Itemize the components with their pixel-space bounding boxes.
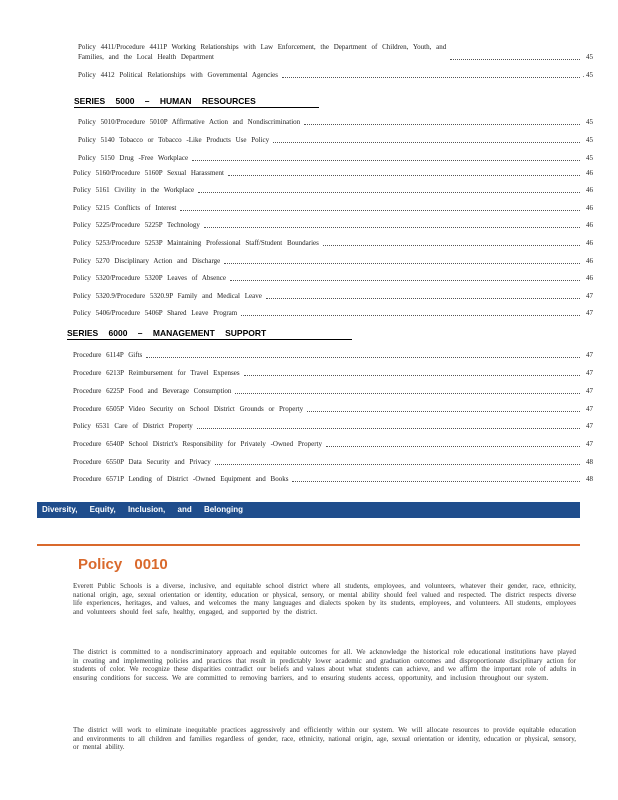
toc-entry-title: Procedure 6213P Reimbursement for Travel Expenses — [73, 369, 240, 377]
toc-entry-title: Policy 5160/Procedure 5160P Sexual Harassment — [73, 169, 224, 177]
body-paragraph: Everett Public Schools is a diverse, inclusive, and equitable school district where all students, employees, and volunteers, whatever their gender, race, ethnicity, national origin, age, sexual orientation or identity, education or physical, sensory, or mental ability should feel valued and respected. The district respects diverse life experiences, heritages, and values, and welcomes the many languages and dialects spoken by its students, employees, and volunteers. All students, employees and volunteers should feel safe, healthy, engaged, and supported by the district. — [73, 582, 576, 616]
toc-page: 46 — [586, 169, 593, 177]
toc-page: 45 — [586, 53, 593, 61]
toc-entry[interactable] — [78, 118, 593, 127]
toc-entry-title: Policy 5150 Drug -Free Workplace — [78, 154, 189, 162]
toc-entry[interactable] — [73, 475, 593, 484]
toc-leader — [307, 410, 580, 412]
toc-entry-title: Policy 5270 Disciplinary Action and Discharge — [73, 257, 221, 265]
toc-leader — [180, 209, 580, 211]
toc-entry[interactable] — [73, 186, 593, 195]
toc-page: . 45 — [582, 71, 593, 79]
toc-leader — [204, 226, 580, 228]
toc-entry-title: Policy 5406/Procedure 5406P Shared Leave Program — [73, 309, 238, 317]
toc-page: 48 — [586, 458, 593, 466]
toc-entry[interactable] — [73, 292, 593, 301]
toc-entry[interactable] — [73, 405, 593, 414]
toc-entry[interactable] — [73, 369, 593, 378]
toc-page: 45 — [586, 154, 593, 162]
toc-leader — [244, 374, 580, 376]
toc-entry-title: Procedure 6114P Gifts — [73, 351, 143, 359]
toc-page: 46 — [586, 274, 593, 282]
section-divider — [37, 544, 580, 546]
toc-page: 47 — [586, 440, 593, 448]
toc-entry[interactable] — [73, 309, 593, 318]
toc-entry-title: Policy 5010/Procedure 5010P Affirmative Action and Nondiscrimination — [78, 118, 301, 126]
toc-leader — [215, 463, 580, 465]
series-heading: SERIES 6000 – MANAGEMENT SUPPORT — [67, 328, 352, 340]
toc-entry-title: Procedure 6571P Lending of District -Owned Equipment and Books — [73, 475, 289, 483]
toc-leader — [450, 58, 580, 60]
toc-leader — [292, 480, 580, 482]
toc-entry-title: Policy 4412 Political Relationships with Governmental Agencies — [78, 71, 278, 79]
toc-leader — [192, 159, 580, 161]
toc-entry[interactable] — [73, 257, 593, 266]
toc-entry-title: Policy 5253/Procedure 5253P Maintaining Professional Staff/Student Boundaries — [73, 239, 319, 247]
toc-entry[interactable] — [78, 154, 593, 163]
toc-entry[interactable] — [73, 458, 593, 467]
toc-entry-title: Procedure 6550P Data Security and Privacy — [73, 458, 211, 466]
policy-title: Policy 0010 — [78, 556, 168, 573]
toc-leader — [241, 314, 580, 316]
toc-entry[interactable] — [78, 42, 593, 62]
toc-leader — [198, 191, 580, 193]
toc-entry-title: Policy 6531 Care of District Property — [73, 422, 193, 430]
body-paragraph: The district will work to eliminate inequitable practices aggressively and efficiently within our system. We will allocate resources to provide equitable education and environments to all children and families regardless of gender, race, ethnicity, national origin, age, sexual orientation or identity, education or physical, sensory, or mental ability. — [73, 726, 576, 752]
toc-entry-title: Procedure 6225P Food and Beverage Consumption — [73, 387, 232, 395]
toc-page: 45 — [586, 118, 593, 126]
toc-entry[interactable] — [73, 422, 593, 431]
toc-entry-title: Policy 5161 Civility in the Workplace — [73, 186, 195, 194]
toc-page: 46 — [586, 186, 593, 194]
section-band: Diversity, Equity, Inclusion, and Belonging — [37, 502, 580, 518]
toc-entry[interactable] — [73, 239, 593, 248]
toc-entry[interactable] — [73, 274, 593, 283]
toc-page: 48 — [586, 475, 593, 483]
toc-entry[interactable] — [73, 221, 593, 230]
toc-page: 47 — [586, 369, 593, 377]
toc-entry[interactable] — [73, 351, 593, 360]
toc-entry-title: Policy 5140 Tobacco or Tobacco -Like Products Use Policy — [78, 136, 270, 144]
toc-leader — [326, 445, 580, 447]
toc-leader — [304, 123, 580, 125]
toc-page: 47 — [586, 351, 593, 359]
toc-entry-title: Procedure 6505P Video Security on School District Grounds or Property — [73, 405, 304, 413]
toc-leader — [273, 141, 580, 143]
toc-entry-title: Policy 5225/Procedure 5225P Technology — [73, 221, 200, 229]
toc-page: 47 — [586, 292, 593, 300]
toc-entry-title: Policy 4411/Procedure 4411P Working Relationships with Law Enforcement, the Department of Children, Youth, and Families, and the Local Health Department — [78, 43, 447, 61]
toc-entry-title: Procedure 6540P School District's Responsibility for Privately -Owned Property — [73, 440, 322, 448]
toc-entry[interactable] — [73, 440, 593, 449]
toc-leader — [266, 297, 580, 299]
toc-leader — [230, 279, 580, 281]
toc-entry[interactable] — [78, 136, 593, 145]
toc-leader — [282, 76, 580, 78]
toc-entry-title: Policy 5320/Procedure 5320P Leaves of Absence — [73, 274, 226, 282]
toc-leader — [146, 356, 580, 358]
toc-page: 47 — [586, 309, 593, 317]
toc-page: 45 — [586, 136, 593, 144]
series-heading: SERIES 5000 – HUMAN RESOURCES — [74, 96, 319, 108]
toc-entry-title: Policy 5215 Conflicts of Interest — [73, 204, 177, 212]
toc-entry[interactable] — [78, 71, 593, 80]
toc-entry[interactable] — [73, 387, 593, 396]
toc-leader — [228, 174, 580, 176]
toc-leader — [197, 427, 580, 429]
toc-leader — [235, 392, 580, 394]
toc-entry-title: Policy 5320.9/Procedure 5320.9P Family and Medical Leave — [73, 292, 262, 300]
toc-page: 46 — [586, 221, 593, 229]
toc-entry[interactable] — [73, 204, 593, 213]
toc-page: 46 — [586, 204, 593, 212]
toc-leader — [323, 244, 580, 246]
toc-page: 46 — [586, 257, 593, 265]
toc-page: 46 — [586, 239, 593, 247]
toc-leader — [224, 262, 580, 264]
toc-page: 47 — [586, 422, 593, 430]
toc-entry[interactable] — [73, 169, 593, 178]
toc-page: 47 — [586, 405, 593, 413]
body-paragraph: The district is committed to a nondiscriminatory approach and equitable outcomes for all. We acknowledge the historical role educational institutions have played in creating and implementing policies and practices that result in predictably lower academic and graduation outcomes and disproportionate disciplinary action for students of color. We recognize these disparities contradict our beliefs and values about what students can achieve, and we affirm the important role of adults in ensuring conditions for success. We are committed to removing barriers, and to ensuring students access, opportunity, and inclusion throughout our system. — [73, 648, 576, 682]
toc-page: 47 — [586, 387, 593, 395]
